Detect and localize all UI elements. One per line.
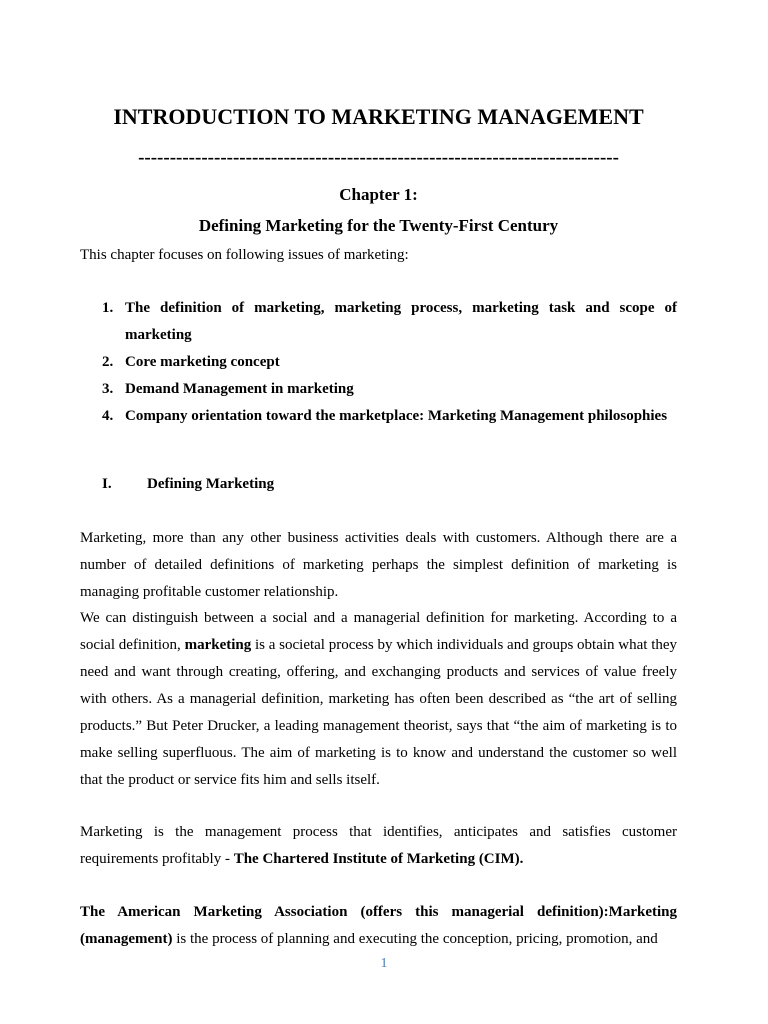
paragraph xyxy=(80,819,677,873)
list-number: 3. xyxy=(102,381,114,397)
page-number: 1 xyxy=(380,956,388,971)
document-page xyxy=(80,0,677,1024)
paragraph xyxy=(80,899,677,953)
list-number: 4. xyxy=(102,408,114,424)
list-item xyxy=(80,403,677,430)
list-text: Demand Management in marketing xyxy=(125,381,354,397)
section-title: Defining Marketing xyxy=(147,476,275,492)
chapter-title: Defining Marketing for the Twenty-First Century xyxy=(198,216,559,235)
intro-text: This chapter focuses on following issues of marketing: xyxy=(80,247,409,263)
list-number: 2. xyxy=(102,354,114,370)
list-item xyxy=(80,349,677,376)
paragraph xyxy=(80,605,677,794)
paragraph-text: Marketing is the management process that identifies, anticipates and satisfies customer requirements profitably - xyxy=(80,824,677,867)
list-text: The definition of marketing, marketing process, marketing task and scope of marketing xyxy=(125,300,677,343)
paragraph-text: is the process of planning and executing the conception, pricing, promotion, and xyxy=(172,931,658,947)
paragraph: Marketing, more than any other business activities deals with customers. Although there are a number of detailed definitions of marketing perhaps the simplest definition of marketing is managing profitable customer relationship. xyxy=(80,530,677,600)
list-text: Company orientation toward the marketplace: Marketing Management philosophies xyxy=(125,408,668,424)
list-text: Core marketing concept xyxy=(125,354,280,370)
bold-term: marketing xyxy=(184,637,252,653)
paragraph-text: We can distinguish between a social and a managerial definition for marketing. According to a social definition, xyxy=(80,610,677,653)
list-item xyxy=(80,295,677,349)
list-number: 1. xyxy=(102,300,114,316)
bold-source: The American Marketing Association (offers this managerial definition):Marketing (management) xyxy=(80,904,677,947)
section-numeral: I. xyxy=(102,476,112,492)
paragraph-text: is a societal process by which individuals and groups obtain what they need and want through creating, offering, and exchanging products and services of value freely with others. As a managerial definition, marketing has often been described as “the art of selling products.” But Peter Drucker, a leading management theorist, says that “the aim of marketing is to make selling superfluous. The aim of marketing is to know and understand the customer so well that the product or service fits him and sells itself. xyxy=(80,637,678,788)
issues-list xyxy=(80,295,677,430)
list-item xyxy=(80,376,677,403)
document-title: INTRODUCTION TO MARKETING MANAGEMENT xyxy=(113,104,644,129)
title-separator: ---------------------------------------------------------------------------- xyxy=(138,147,619,168)
bold-source: The Chartered Institute of Marketing (CIM). xyxy=(233,851,524,867)
chapter-label: Chapter 1: xyxy=(339,185,418,204)
